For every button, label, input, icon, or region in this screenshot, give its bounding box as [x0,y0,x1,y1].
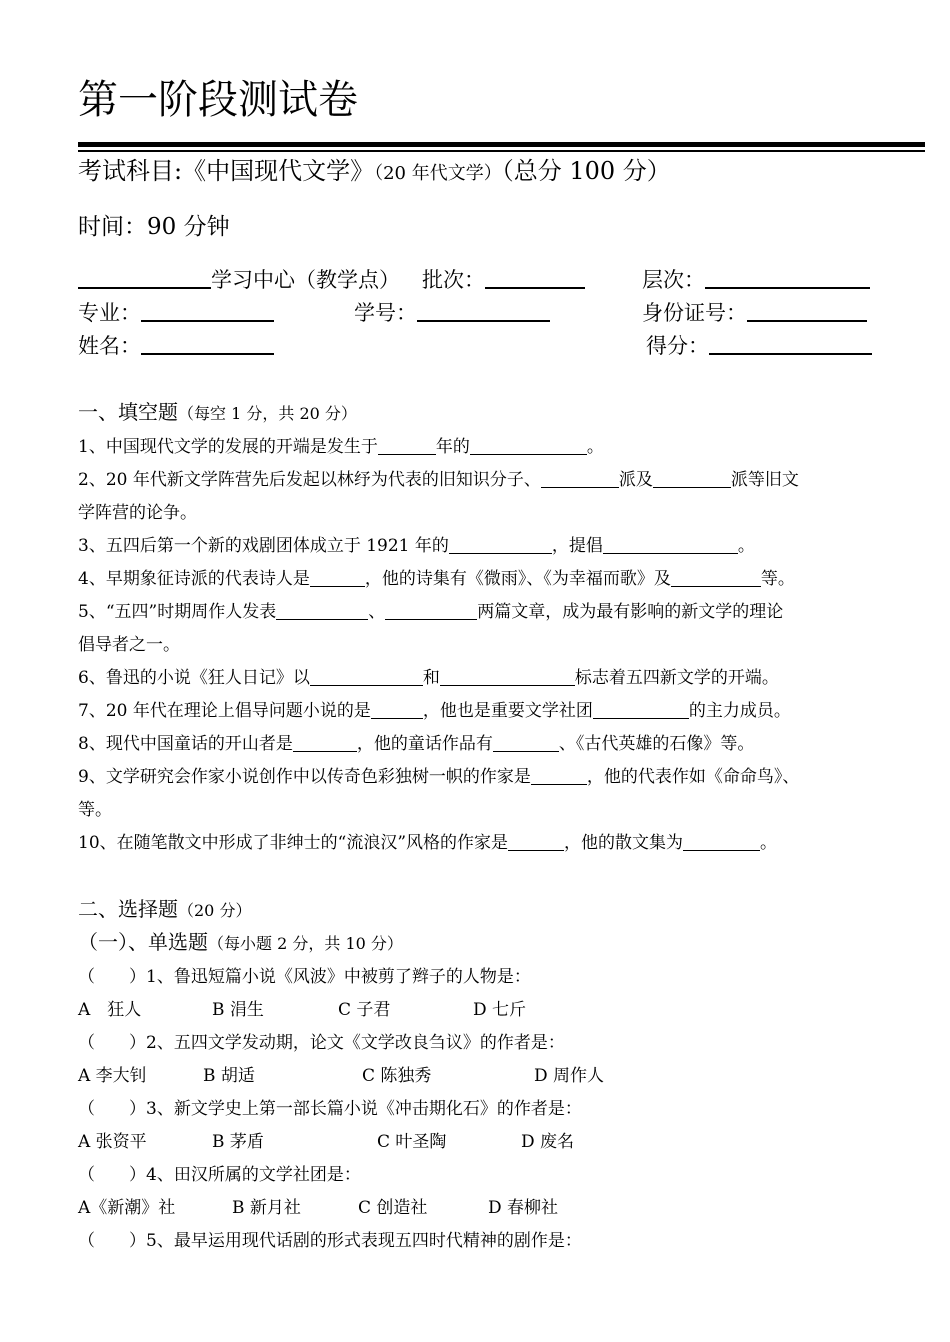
mc-options-4 [78,1193,678,1223]
mc-question-5: （ ）5、最早运用现代话剧的形式表现五四时代精神的剧作是： [78,1231,582,1251]
option-a[interactable]: A《新潮》社 [78,1198,176,1218]
option-a[interactable]: A 张资平 [78,1132,147,1152]
fill-question-1 [78,432,604,462]
title-rule-thick [78,142,925,147]
q10-text-b: ，他的散文集为 [564,833,684,853]
q1-text-a: 1、中国现代文学的发展的开端是发生于 [78,437,378,457]
q5-blank-2[interactable] [385,601,477,620]
q6-text-a: 6、鲁迅的小说《狂人日记》以 [78,668,310,688]
name-row [78,331,274,361]
option-b[interactable]: B 新月社 [232,1198,301,1218]
major-label: 专业： [78,301,141,325]
q8-blank-2[interactable] [493,733,559,752]
fill-question-10 [78,828,777,858]
q8-text-b: ，他的童话作品有 [356,734,493,754]
fill-question-9 [78,762,799,792]
option-c[interactable]: C 叶圣陶 [377,1132,447,1152]
mc-question-1: （ ）1、鲁迅短篇小说《风波》中被剪了辫子的人物是： [78,967,531,987]
q7-text-b: ，他也是重要文学社团 [422,701,593,721]
section1-note: （每空 1 分，共 20 分） [178,404,357,423]
q3-text-a: 3、五四后第一个新的戏剧团体成立于 1921 年的 [78,536,449,556]
q3-blank-1[interactable] [449,535,552,554]
q8-blank-1[interactable] [293,733,357,752]
q4-blank-1[interactable] [310,568,365,587]
q1-text-b: 年的 [435,437,470,457]
q9-text-a: 9、文学研究会作家小说创作中以传奇色彩独树一帜的作家是 [78,767,531,787]
q4-blank-2[interactable] [671,568,761,587]
mc-question-4: （ ）4、田汉所属的文学社团是： [78,1165,361,1185]
q1-blank-1[interactable] [378,436,436,455]
fill-question-7 [78,696,791,726]
q9-text-b: ，他的代表作如《命命鸟》、 [586,767,800,787]
id-no-row [642,298,867,328]
subject-note: （20 年代文学） [374,163,502,184]
page-title: 第一阶段测试卷 [78,77,358,123]
option-d[interactable]: D 七斤 [473,1000,527,1020]
q10-text-c: 。 [760,833,778,853]
q2-text-a: 2、20 年代新文学阵营先后发起以林纾为代表的旧知识分子、 [78,470,541,490]
option-b[interactable]: B 胡适 [203,1066,255,1086]
fill-question-9-cont: 等。 [78,800,112,820]
option-b[interactable]: B 茅盾 [212,1132,264,1152]
option-d[interactable]: D 春柳社 [488,1198,559,1218]
q6-blank-1[interactable] [310,667,423,686]
option-c[interactable]: C 子君 [338,1000,391,1020]
score-row [646,331,872,361]
major-row [78,298,274,328]
student-no-label: 学号： [354,301,417,325]
option-d[interactable]: D 周作人 [534,1066,605,1086]
center-blank[interactable] [78,265,211,289]
fill-question-3 [78,531,755,561]
q10-text-a: 10、在随笔散文中形成了非绅士的“流浪汉”风格的作家是 [78,833,509,853]
option-d[interactable]: D 废名 [521,1132,575,1152]
fill-question-2-cont: 学阵营的论争。 [78,503,197,523]
q1-text-c: 。 [586,437,604,457]
section2-sub-note: （每小题 2 分，共 10 分） [208,934,403,953]
name-blank[interactable] [141,331,274,355]
section2-title: 二、选择题 [78,897,178,921]
q4-text-a: 4、早期象征诗派的代表诗人是 [78,569,310,589]
fill-question-4 [78,564,795,594]
option-c[interactable]: C 陈独秀 [362,1066,432,1086]
fill-question-5-cont: 倡导者之一。 [78,635,180,655]
subject-label: 考试科目: [78,157,183,185]
mc-question-3: （ ）3、新文学史上第一部长篇小说《冲击期化石》的作者是： [78,1099,582,1119]
option-a[interactable]: A 李大钊 [78,1066,147,1086]
q3-blank-2[interactable] [603,535,738,554]
q3-text-b: ，提倡 [551,536,603,556]
level-label: 层次： [642,268,705,292]
option-a[interactable]: A 狂人 [78,1000,142,1020]
subject-total: （总分 100 分） [501,157,671,185]
section1-title: 一、填空题 [78,400,178,424]
section2-sub-title: （一）、单选题 [78,930,208,954]
section2-heading [78,894,251,926]
q10-blank-2[interactable] [683,832,760,851]
q6-blank-2[interactable] [440,667,575,686]
q10-blank-1[interactable] [508,832,564,851]
q6-text-b: 和 [422,668,440,688]
q5-text-a: 5、“五四”时期周作人发表 [78,602,277,622]
q7-blank-2[interactable] [593,700,689,719]
section2-sub-heading [78,927,403,959]
center-label: 学习中心（教学点） [211,268,400,292]
q5-text-b: 、 [368,602,386,622]
batch-row [422,265,585,295]
batch-label: 批次： [422,268,485,292]
fill-question-8 [78,729,754,759]
q5-blank-1[interactable] [276,601,368,620]
q3-text-c: 。 [737,536,755,556]
student-no-row [354,298,550,328]
q7-text-a: 7、20 年代在理论上倡导问题小说的是 [78,701,371,721]
q2-text-b: 派及 [618,470,653,490]
name-label: 姓名： [78,334,141,358]
score-label: 得分： [646,334,709,358]
exam-time: 时间：90 分钟 [78,214,230,240]
option-c[interactable]: C 创造社 [358,1198,428,1218]
level-blank[interactable] [705,265,870,289]
mc-options-2 [78,1061,678,1091]
section1-heading [78,397,357,429]
major-blank[interactable] [141,298,274,322]
mc-options-3 [78,1127,678,1157]
student-no-blank[interactable] [417,298,550,322]
fill-question-5 [78,597,783,627]
q2-text-c: 派等旧文 [730,470,799,490]
mc-question-2: （ ）2、五四文学发动期，论文《文学改良刍议》的作者是： [78,1033,565,1053]
center-row [78,265,400,295]
q7-blank-1[interactable] [371,700,423,719]
q6-text-c: 标志着五四新文学的开端。 [574,668,779,688]
q8-text-a: 8、现代中国童话的开山者是 [78,734,293,754]
q9-blank-1[interactable] [531,766,587,785]
subject-course: 《中国现代文学》 [182,157,375,185]
exam-subject [78,153,671,192]
fill-question-2 [78,465,799,495]
batch-blank[interactable] [485,265,585,289]
q2-blank-2[interactable] [653,469,731,488]
q4-text-b: ，他的诗集有《微雨》、《为幸福而歌》及 [364,569,671,589]
q8-text-c: 、《古代英雄的石像》等。 [558,734,755,754]
id-no-label: 身份证号： [642,301,747,325]
level-row [642,265,870,295]
score-blank[interactable] [709,331,872,355]
q5-text-c: 两篇文章，成为最有影响的新文学的理论 [477,602,784,622]
mc-options-1 [78,995,678,1025]
q2-blank-1[interactable] [541,469,619,488]
option-b[interactable]: B 涓生 [212,1000,264,1020]
q1-blank-2[interactable] [470,436,587,455]
id-no-blank[interactable] [747,298,867,322]
fill-question-6 [78,663,779,693]
section2-note: （20 分） [178,901,252,920]
q4-text-c: 等。 [760,569,795,589]
title-rule-thin [78,150,925,152]
q7-text-c: 的主力成员。 [688,701,791,721]
